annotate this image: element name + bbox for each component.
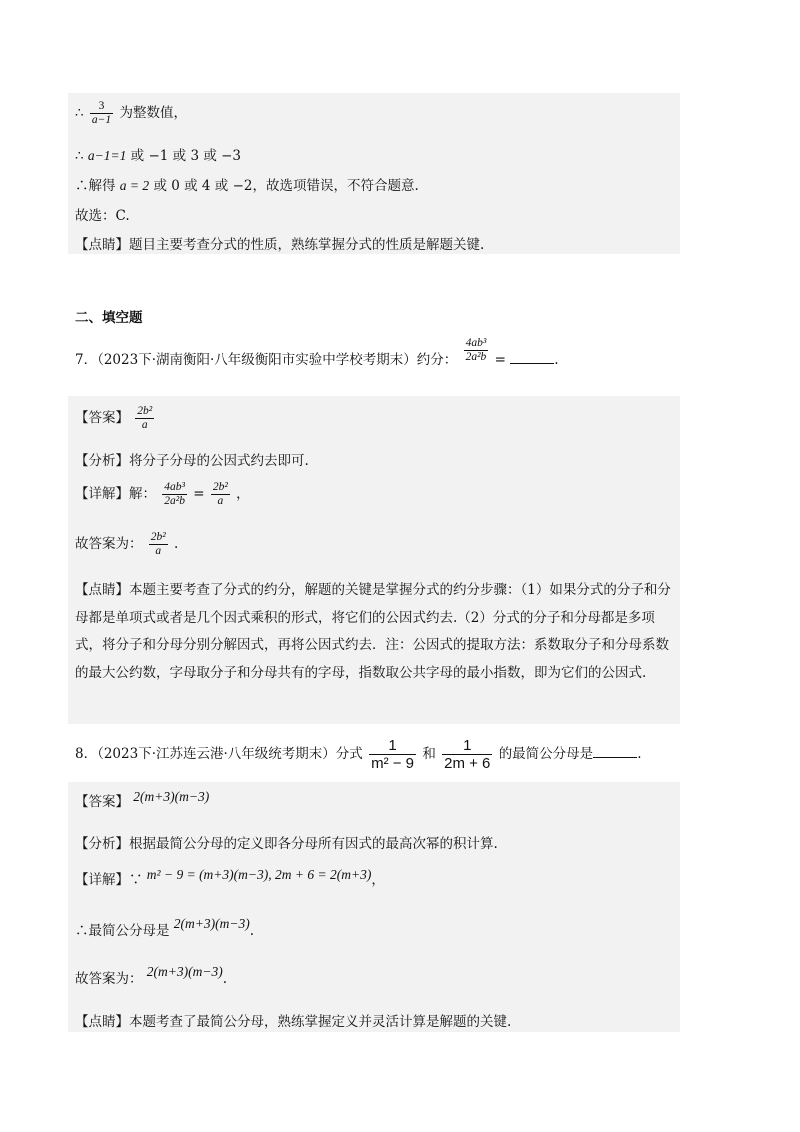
- q8-final: 故答案为： 2(m+3)(m−3).: [75, 964, 228, 987]
- q8-analysis: 【分析】根据最简公分母的定义即各分母所有因式的最高次幂的积计算.: [75, 836, 498, 852]
- q7-final-fraction: $\frac{\text{2b²}}{a}$: [150, 531, 166, 557]
- answer-blank: [593, 745, 637, 758]
- q8-answer: 【答案】 2(m+3)(m−3): [75, 789, 210, 810]
- q8-solution-box: [68, 782, 680, 1032]
- q7-comment: 【点睛】本题主要考查了分式的约分，解题的关键是掌握分式的约分步骤：（1）如果分式的分子和分母都是单项式或者是几个因式乘积的形式，将它们的公因式约去.（2）分式的分子和分母都是多项式，将分子和分母分别分解因式，再将公因式约去．注：公因式的提取方法：系数取分子和分母系数的最大公约数，字母取分子和分母共有的字母，指数取公共字母的最小指数，即为它们的公因式.: [75, 582, 671, 681]
- q7-final: 故答案为： $\frac{\text{2b²}}{a}$ .: [75, 531, 179, 557]
- q6-line1: ∴ $\frac{3}{a-1}$ 为整数值，: [75, 100, 187, 126]
- q6-comment: 【点睛】题目主要考查分式的性质，熟练掌握分式的性质是解题关键.: [75, 237, 485, 253]
- q7-stem-fraction: $\frac{\text{4ab³}}{\text{2a²b}}$: [465, 337, 487, 363]
- answer-blank: [510, 351, 554, 364]
- q6-line2: ∴ a−1=1 或 −1 或 3 或 −3: [75, 148, 242, 164]
- q7-answer: 【答案】 $\frac{\text{2b²}}{a}$: [75, 405, 153, 431]
- q6-fraction: $\frac{3}{a-1}$: [91, 100, 112, 126]
- q7-detail: 【详解】解： $\frac{\text{4ab³}}{\text{2a²b}}$ = $\frac{\text{2b²}}{a}$ ，: [75, 481, 250, 507]
- q6-line4: 故选：C.: [75, 208, 130, 224]
- q8-therefore: ∴最简公分母是 2(m+3)(m−3).: [75, 916, 255, 939]
- q7-detail-rhs: $\frac{\text{2b²}}{a}$: [212, 481, 228, 507]
- q7-answer-fraction: $\frac{\text{2b²}}{a}$: [137, 405, 153, 431]
- q8-stem: 8．（2023下·江苏连云港·八年级统考期末）分式 $\frac{1}{\text{m² − 9}}$ 和 $\frac{1}{2m + 6}$ 的最简公分母是 .: [75, 737, 642, 772]
- q8-fraction-2: $\frac{1}{2m + 6}$: [444, 737, 491, 772]
- q8-detail: 【详解】∵ m² − 9 = (m+3)(m−3), 2m + 6 = 2(m+3)，: [75, 867, 385, 888]
- q6-line3: ∴解得 a = 2 或 0 或 4 或 −2，故选项错误，不符合题意.: [75, 178, 419, 194]
- section-title: 二、填空题: [75, 310, 143, 326]
- q7-stem: 7．（2023下·湖南衡阳·八年级衡阳市实验中学校考期末）约分： $\frac{\text{4ab³}}{\text{2a²b}}$ = .: [75, 337, 559, 368]
- q8-comment: 【点睛】本题考查了最简公分母，熟练掌握定义并灵活计算是解题的关键.: [75, 1014, 512, 1030]
- q7-detail-lhs: $\frac{\text{4ab³}}{\text{2a²b}}$: [164, 481, 185, 507]
- q7-analysis: 【分析】将分子分母的公因式约去即可.: [75, 453, 309, 469]
- q8-fraction-1: $\frac{1}{\text{m² − 9}}$: [371, 737, 415, 772]
